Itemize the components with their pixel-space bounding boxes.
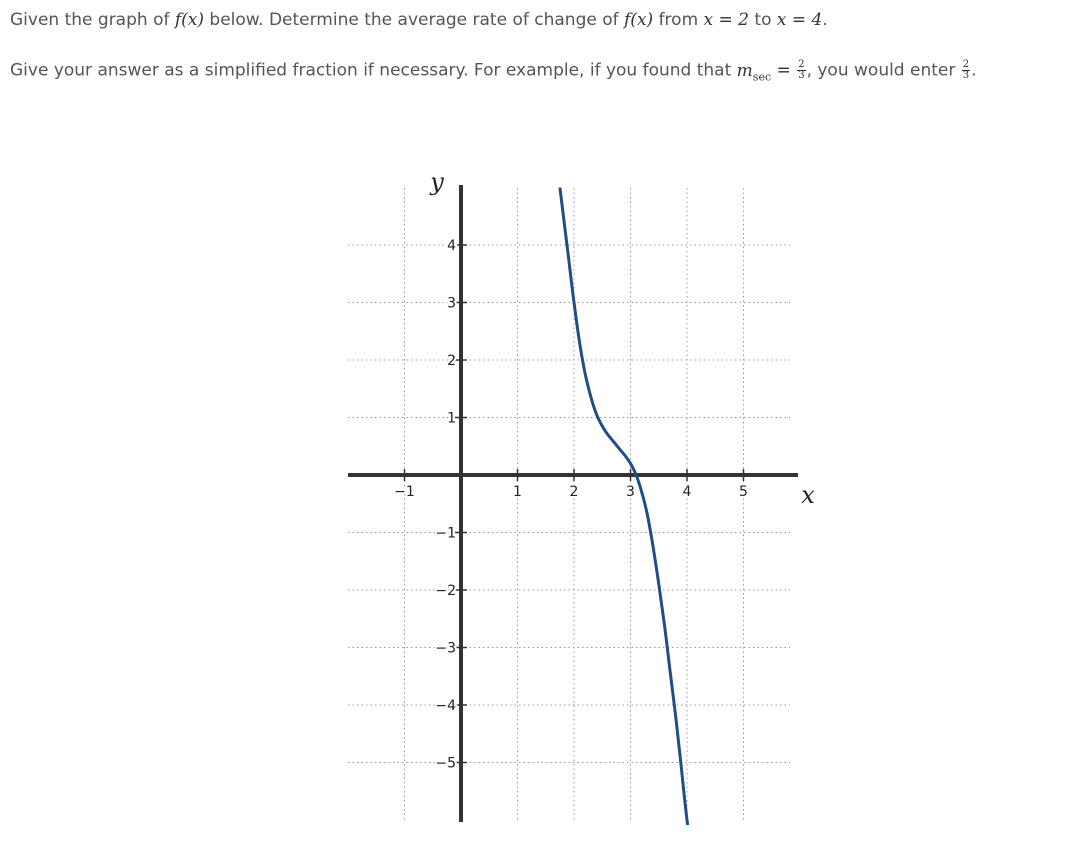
function-notation: f(x) [624,10,654,30]
x-tick-label: 2 [569,484,579,500]
y-tick-label: 2 [447,353,456,369]
x-tick-label: 5 [739,484,748,500]
question-text: to [749,10,777,30]
x-tick-label: −1 [394,484,415,500]
x-tick-label: 3 [626,484,635,500]
instruction-text: . [971,60,977,81]
y-tick-label: −5 [435,755,456,772]
question-text: below. Determine the average rate of change of [204,10,625,30]
y-tick-label: 4 [447,238,456,254]
end-condition: x = 4 [776,10,823,30]
grid [348,188,790,822]
tick-labels [394,168,815,772]
y-tick-label: 1 [447,410,456,427]
equals-sign: = [771,60,797,81]
y-tick-label: −2 [435,583,456,599]
msec-m: m [736,60,753,81]
function-curve [560,188,741,845]
x-axis-label: x [801,481,815,509]
question-text: Given the graph of [10,10,175,30]
instruction-text: Give your answer as a simplified fraction if necessary. For example, if you found that [10,60,737,81]
y-tick-label: 3 [447,295,456,312]
instruction-text: , you would enter [806,60,961,81]
y-tick-label: −3 [435,640,456,657]
question-text: . [822,10,828,30]
x-tick-label: 1 [513,484,522,500]
y-axis-label: y [430,168,444,196]
question-text: from [653,10,704,30]
msec-subscript: sec [752,69,772,83]
axes [348,185,798,822]
fraction-denominator: 3 [962,70,970,81]
fraction-numerator: 2 [962,59,970,70]
fraction-denominator: 3 [798,70,805,81]
y-tick-label: −4 [435,698,456,714]
y-tick-label: −1 [435,525,456,542]
x-tick-label: 4 [682,484,692,500]
function-notation: f(x) [174,10,205,30]
start-condition: x = 2 [703,10,750,30]
fraction-numerator: 2 [798,59,805,70]
curve-layer [560,188,741,845]
